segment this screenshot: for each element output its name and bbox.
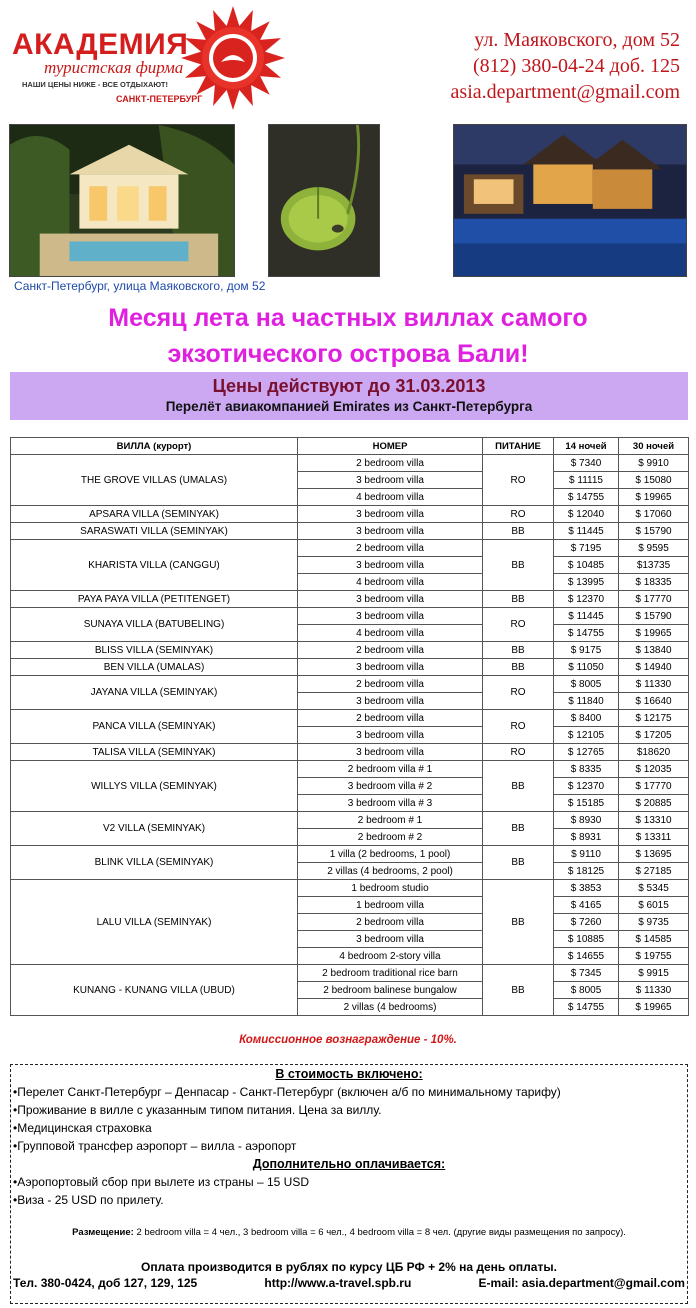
- price-30-nights-cell: $ 11330: [619, 676, 689, 693]
- address-caption: Санкт-Петербург, улица Маяковского, дом 52: [14, 279, 266, 293]
- price-14-nights-cell: $ 3853: [554, 880, 619, 897]
- price-14-nights-cell: $ 14755: [554, 625, 619, 642]
- logo: [12, 28, 189, 89]
- included-box: [10, 1064, 688, 1304]
- price-30-nights-cell: $ 5345: [619, 880, 689, 897]
- logo-title: АКАДЕМИЯ: [12, 28, 189, 61]
- list-item: • Виза - 25 USD по прилету.: [11, 1191, 687, 1209]
- price-14-nights-cell: $ 8005: [554, 982, 619, 999]
- meal-plan-cell: BB: [483, 880, 554, 965]
- price-14-nights-cell: $ 10885: [554, 931, 619, 948]
- room-type-cell: 4 bedroom villa: [298, 489, 483, 506]
- room-type-cell: 2 bedroom villa: [298, 642, 483, 659]
- placement-text: 2 bedroom villa = 4 чел., 3 bedroom villa = 6 чел., 4 bedroom villa = 8 чел. (другие виды размещения по запросу).: [133, 1227, 626, 1238]
- price-30-nights-cell: $ 16640: [619, 693, 689, 710]
- meal-plan-cell: RO: [483, 455, 554, 506]
- villa-name-cell: KUNANG - KUNANG VILLA (UBUD): [11, 965, 298, 1016]
- price-14-nights-cell: $ 8335: [554, 761, 619, 778]
- price-30-nights-cell: $ 17205: [619, 727, 689, 744]
- room-type-cell: 3 bedroom villa: [298, 591, 483, 608]
- logo-slogan: НАШИ ЦЕНЫ НИЖЕ - ВСЕ ОТДЫХАЮТ!: [22, 80, 169, 89]
- table-row: [11, 965, 689, 982]
- price-30-nights-cell: $ 19965: [619, 489, 689, 506]
- price-30-nights-cell: $ 13840: [619, 642, 689, 659]
- villa-name-cell: APSARA VILLA (SEMINYAK): [11, 506, 298, 523]
- meal-plan-cell: BB: [483, 540, 554, 591]
- room-type-cell: 2 villas (4 bedrooms): [298, 999, 483, 1016]
- meal-plan-cell: RO: [483, 676, 554, 710]
- price-14-nights-cell: $ 8931: [554, 829, 619, 846]
- table-row: [11, 710, 689, 727]
- logo-subtitle: туристская фирма: [44, 58, 184, 77]
- room-type-cell: 1 bedroom studio: [298, 880, 483, 897]
- price-30-nights-cell: $ 27185: [619, 863, 689, 880]
- price-14-nights-cell: $ 8930: [554, 812, 619, 829]
- header: [0, 0, 696, 118]
- price-30-nights-cell: $ 15790: [619, 523, 689, 540]
- meal-plan-cell: BB: [483, 523, 554, 540]
- villa-name-cell: TALISA VILLA (SEMINYAK): [11, 744, 298, 761]
- table-row: [11, 455, 689, 472]
- villa-name-cell: BLINK VILLA (SEMINYAK): [11, 846, 298, 880]
- price-14-nights-cell: $ 11840: [554, 693, 619, 710]
- villa-photo-3: [453, 124, 687, 277]
- table-row: [11, 540, 689, 557]
- room-type-cell: 2 bedroom villa: [298, 540, 483, 557]
- price-band: [10, 372, 688, 420]
- price-14-nights-cell: $ 12105: [554, 727, 619, 744]
- table-row: [11, 506, 689, 523]
- price-14-nights-cell: $ 4165: [554, 897, 619, 914]
- villa-name-cell: BEN VILLA (UMALAS): [11, 659, 298, 676]
- price-14-nights-cell: $ 14655: [554, 948, 619, 965]
- villa-name-cell: JAYANA VILLA (SEMINYAK): [11, 676, 298, 710]
- placement-label: Размещение:: [72, 1227, 134, 1238]
- table-row: [11, 591, 689, 608]
- price-14-nights-cell: $ 13995: [554, 574, 619, 591]
- price-30-nights-cell: $ 17770: [619, 778, 689, 795]
- price-30-nights-cell: $ 19965: [619, 625, 689, 642]
- meal-plan-cell: BB: [483, 642, 554, 659]
- price-30-nights-cell: $ 13311: [619, 829, 689, 846]
- price-30-nights-cell: $ 19755: [619, 948, 689, 965]
- price-30-nights-cell: $ 13310: [619, 812, 689, 829]
- extra-title: Дополнительно оплачивается:: [252, 1157, 446, 1171]
- room-type-cell: 3 bedroom villa: [298, 727, 483, 744]
- list-item: • Проживание в вилле с указанным типом питания. Цена за виллу.: [11, 1101, 687, 1119]
- extra-list: [11, 1173, 687, 1209]
- list-item: • Медицинская страховка: [11, 1119, 687, 1137]
- room-type-cell: 1 bedroom villa: [298, 897, 483, 914]
- table-body: [11, 455, 689, 1016]
- room-type-cell: 2 bedroom villa: [298, 710, 483, 727]
- email-link[interactable]: asia.department@gmail.com: [450, 81, 680, 103]
- price-14-nights-cell: $ 11050: [554, 659, 619, 676]
- room-type-cell: 3 bedroom villa: [298, 931, 483, 948]
- headline: [0, 300, 696, 372]
- room-type-cell: 3 bedroom villa: [298, 523, 483, 540]
- price-30-nights-cell: $ 15080: [619, 472, 689, 489]
- table-row: [11, 846, 689, 863]
- meal-plan-cell: BB: [483, 761, 554, 812]
- villa-name-cell: KHARISTA VILLA (CANGGU): [11, 540, 298, 591]
- room-type-cell: 2 bedroom villa: [298, 455, 483, 472]
- room-type-cell: 2 bedroom # 2: [298, 829, 483, 846]
- villa-name-cell: LALU VILLA (SEMINYAK): [11, 880, 298, 965]
- price-14-nights-cell: $ 18125: [554, 863, 619, 880]
- footer-site-link[interactable]: http://www.a-travel.spb.ru: [264, 1276, 412, 1290]
- table-row: [11, 880, 689, 897]
- meal-plan-cell: RO: [483, 710, 554, 744]
- table-row: [11, 812, 689, 829]
- headline-line-1: Месяц лета на частных виллах самого: [108, 304, 588, 332]
- meal-plan-cell: RO: [483, 744, 554, 761]
- commission-note: Комиссионное вознаграждение - 10%.: [239, 1034, 457, 1046]
- footer-email-link[interactable]: E-mail: asia.department@gmail.com: [478, 1276, 685, 1290]
- headline-line-2: экзотического острова Бали!: [167, 340, 529, 368]
- price-30-nights-cell: $ 14940: [619, 659, 689, 676]
- price-14-nights-cell: $ 12370: [554, 591, 619, 608]
- room-type-cell: 3 bedroom villa: [298, 693, 483, 710]
- room-type-cell: 4 bedroom villa: [298, 625, 483, 642]
- price-30-nights-cell: $ 9595: [619, 540, 689, 557]
- room-type-cell: 1 villa (2 bedrooms, 1 pool): [298, 846, 483, 863]
- price-30-nights-cell: $ 20885: [619, 795, 689, 812]
- villa-name-cell: V2 VILLA (SEMINYAK): [11, 812, 298, 846]
- villa-photo-2: [268, 124, 380, 277]
- price-30-nights-cell: $18620: [619, 744, 689, 761]
- payment-note: Оплата производится в рублях по курсу ЦБ РФ + 2% на день оплаты.: [141, 1260, 557, 1274]
- placement-note: [11, 1227, 687, 1238]
- price-14-nights-cell: $ 9175: [554, 642, 619, 659]
- room-type-cell: 4 bedroom villa: [298, 574, 483, 591]
- price-30-nights-cell: $ 14585: [619, 931, 689, 948]
- room-type-cell: 2 bedroom balinese bungalow: [298, 982, 483, 999]
- room-type-cell: 4 bedroom 2-story villa: [298, 948, 483, 965]
- table-row: [11, 676, 689, 693]
- contact-block: [451, 27, 680, 105]
- table-row: [11, 659, 689, 676]
- col-header-30-nights: 30 ночей: [619, 438, 689, 455]
- price-30-nights-cell: $ 9735: [619, 914, 689, 931]
- price-30-nights-cell: $ 11330: [619, 982, 689, 999]
- included-list: [11, 1083, 687, 1155]
- price-14-nights-cell: $ 7340: [554, 455, 619, 472]
- price-14-nights-cell: $ 11445: [554, 523, 619, 540]
- table-row: [11, 523, 689, 540]
- villa-photo-1: [9, 124, 235, 277]
- room-type-cell: 2 villas (4 bedrooms, 2 pool): [298, 863, 483, 880]
- footer-row: [11, 1274, 687, 1290]
- price-14-nights-cell: $ 7260: [554, 914, 619, 931]
- price-14-nights-cell: $ 8400: [554, 710, 619, 727]
- room-type-cell: 3 bedroom villa: [298, 557, 483, 574]
- price-14-nights-cell: $ 9110: [554, 846, 619, 863]
- address: ул. Маяковского, дом 52: [474, 29, 680, 51]
- price-valid: Цены действуют до 31.03.2013: [212, 376, 486, 396]
- villa-price-table: [10, 437, 689, 1016]
- price-14-nights-cell: $ 12040: [554, 506, 619, 523]
- price-30-nights-cell: $ 19965: [619, 999, 689, 1016]
- footer-phone: Тел. 380-0424, доб 127, 129, 125: [13, 1276, 198, 1290]
- room-type-cell: 3 bedroom villa # 3: [298, 795, 483, 812]
- col-header-villa: ВИЛЛА (курорт): [11, 438, 298, 455]
- meal-plan-cell: BB: [483, 659, 554, 676]
- meal-plan-cell: BB: [483, 591, 554, 608]
- price-30-nights-cell: $ 12175: [619, 710, 689, 727]
- price-30-nights-cell: $ 13695: [619, 846, 689, 863]
- price-30-nights-cell: $ 9915: [619, 965, 689, 982]
- price-14-nights-cell: $ 12370: [554, 778, 619, 795]
- meal-plan-cell: BB: [483, 965, 554, 1016]
- villa-name-cell: PAYA PAYA VILLA (PETITENGET): [11, 591, 298, 608]
- meal-plan-cell: RO: [483, 608, 554, 642]
- table-row: [11, 642, 689, 659]
- price-30-nights-cell: $ 15790: [619, 608, 689, 625]
- meal-plan-cell: BB: [483, 812, 554, 846]
- table-row: [11, 761, 689, 778]
- price-14-nights-cell: $ 15185: [554, 795, 619, 812]
- villa-name-cell: SARASWATI VILLA (SEMINYAK): [11, 523, 298, 540]
- room-type-cell: 2 bedroom villa # 1: [298, 761, 483, 778]
- price-30-nights-cell: $13735: [619, 557, 689, 574]
- col-header-room: НОМЕР: [298, 438, 483, 455]
- room-type-cell: 3 bedroom villa: [298, 608, 483, 625]
- col-header-14-nights: 14 ночей: [554, 438, 619, 455]
- price-30-nights-cell: $ 9910: [619, 455, 689, 472]
- meal-plan-cell: BB: [483, 846, 554, 880]
- room-type-cell: 3 bedroom villa: [298, 744, 483, 761]
- villa-name-cell: WILLYS VILLA (SEMINYAK): [11, 761, 298, 812]
- price-30-nights-cell: $ 12035: [619, 761, 689, 778]
- price-30-nights-cell: $ 17770: [619, 591, 689, 608]
- table-row: [11, 744, 689, 761]
- price-14-nights-cell: $ 8005: [554, 676, 619, 693]
- list-item: • Групповой трансфер аэропорт – вилла - аэропорт: [11, 1137, 687, 1155]
- room-type-cell: 3 bedroom villa: [298, 506, 483, 523]
- price-30-nights-cell: $ 6015: [619, 897, 689, 914]
- price-14-nights-cell: $ 14755: [554, 999, 619, 1016]
- villa-name-cell: PANCA VILLA (SEMINYAK): [11, 710, 298, 744]
- price-14-nights-cell: $ 7195: [554, 540, 619, 557]
- included-title: В стоимость включено:: [275, 1067, 423, 1081]
- villa-name-cell: SUNAYA VILLA (BATUBELING): [11, 608, 298, 642]
- list-item: • Перелет Санкт-Петербург – Денпасар - Санкт-Петербург (включен а/б по минимальному тарифу): [11, 1083, 687, 1101]
- phone: (812) 380-04-24 доб. 125: [473, 55, 680, 77]
- villa-name-cell: THE GROVE VILLAS (UMALAS): [11, 455, 298, 506]
- price-14-nights-cell: $ 7345: [554, 965, 619, 982]
- room-type-cell: 2 bedroom # 1: [298, 812, 483, 829]
- room-type-cell: 2 bedroom villa: [298, 676, 483, 693]
- room-type-cell: 2 bedroom traditional rice barn: [298, 965, 483, 982]
- price-14-nights-cell: $ 14755: [554, 489, 619, 506]
- col-header-meal: ПИТАНИЕ: [483, 438, 554, 455]
- price-14-nights-cell: $ 11115: [554, 472, 619, 489]
- table-row: [11, 608, 689, 625]
- villa-name-cell: BLISS VILLA (SEMINYAK): [11, 642, 298, 659]
- table-header-row: [11, 438, 689, 455]
- flight-info: Перелёт авиакомпанией Emirates из Санкт-Петербурга: [165, 399, 533, 414]
- price-30-nights-cell: $ 18335: [619, 574, 689, 591]
- price-30-nights-cell: $ 17060: [619, 506, 689, 523]
- meal-plan-cell: RO: [483, 506, 554, 523]
- room-type-cell: 3 bedroom villa: [298, 472, 483, 489]
- price-14-nights-cell: $ 12765: [554, 744, 619, 761]
- logo-city: САНКТ-ПЕТЕРБУРГ: [116, 94, 203, 104]
- price-14-nights-cell: $ 11445: [554, 608, 619, 625]
- room-type-cell: 2 bedroom villa: [298, 914, 483, 931]
- room-type-cell: 3 bedroom villa: [298, 659, 483, 676]
- list-item: • Аэропортовый сбор при вылете из страны – 15 USD: [11, 1173, 687, 1191]
- price-14-nights-cell: $ 10485: [554, 557, 619, 574]
- room-type-cell: 3 bedroom villa # 2: [298, 778, 483, 795]
